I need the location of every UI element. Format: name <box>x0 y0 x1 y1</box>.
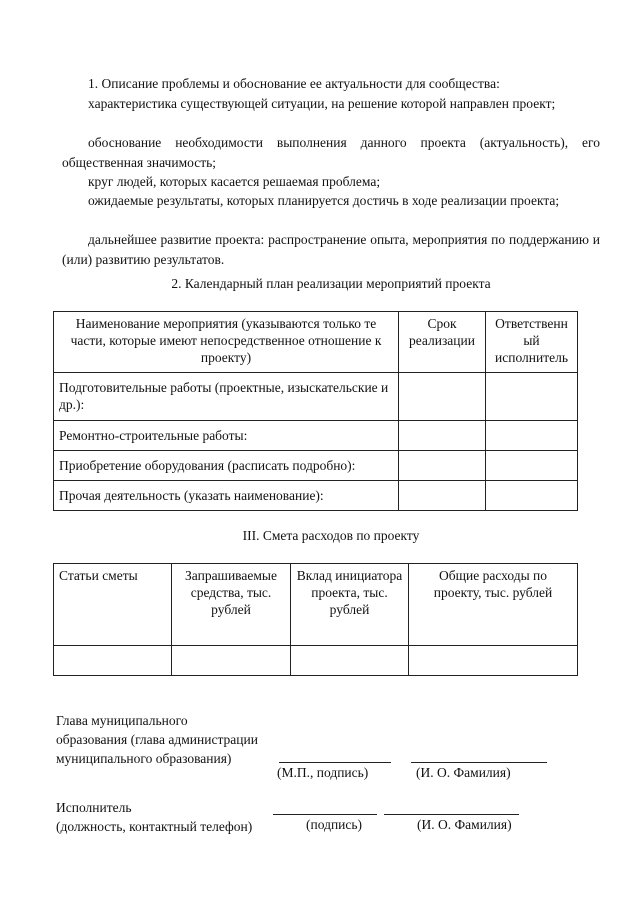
calendar-row <box>54 373 578 421</box>
budget-cell <box>54 646 172 676</box>
budget-empty-row <box>54 646 578 676</box>
calendar-cell <box>486 481 578 511</box>
calendar-cell <box>399 421 486 451</box>
calendar-cell <box>486 373 578 421</box>
section1-item-development: дальнейшее развитие проекта: распространение опыта, мероприятия по поддержанию и (или) развитию результатов. <box>62 232 600 267</box>
head-caption-name: (И. О. Фамилия) <box>416 765 511 780</box>
executor-signature-line <box>273 814 377 815</box>
head-signature-line <box>279 762 391 763</box>
executor-name-line <box>384 814 519 815</box>
calendar-row-label: Подготовительные работы (проектные, изыскательские и др.): <box>54 373 399 421</box>
calendar-header-row <box>54 312 578 373</box>
budget-header-items: Статьи сметы <box>54 564 172 646</box>
head-caption-sign: (М.П., подпись) <box>277 765 369 780</box>
section1-item-people: круг людей, которых касается решаемая проблема; <box>88 174 381 189</box>
calendar-row <box>54 451 578 481</box>
budget-header-total: Общие расходы по проекту, тыс. рублей <box>409 564 578 646</box>
budget-table <box>53 563 578 676</box>
calendar-row-label: Ремонтно-строительные работы: <box>54 421 399 451</box>
calendar-row <box>54 421 578 451</box>
head-label-line1: Главa муниципального <box>56 713 188 728</box>
calendar-cell <box>399 481 486 511</box>
calendar-cell <box>399 451 486 481</box>
head-label-line2: образования (главa администрации <box>56 732 258 747</box>
budget-header-row <box>54 564 578 646</box>
executor-caption-name: (И. О. Фамилия) <box>417 817 512 832</box>
calendar-header-responsible: Ответственн ый исполнитель <box>486 312 578 373</box>
executor-label-line1: Исполнитель <box>56 800 132 815</box>
budget-cell <box>291 646 409 676</box>
calendar-cell <box>486 421 578 451</box>
section1-item-results: ожидаемые результаты, которых планируется достичь в ходе реализации проекта; <box>88 193 560 208</box>
section1-item-relevance: обоснование необходимости выполнения данного проекта (актуальность), его общественная значимость; <box>62 135 600 170</box>
section1-item-situation: характеристика существующей ситуации, на решение которой направлен проект; <box>88 96 556 111</box>
budget-header-initiator: Вклад инициатора проекта, тыс. рублей <box>291 564 409 646</box>
budget-cell <box>172 646 291 676</box>
section3-title: III. Смета расходов по проекту <box>242 528 420 543</box>
calendar-row-label: Прочая деятельность (указать наименование): <box>54 481 399 511</box>
calendar-plan-table <box>53 311 578 511</box>
calendar-header-activity: Наименование мероприятия (указываются только те части, которые имеют непосредственное отношение к проекту) <box>54 312 399 373</box>
section1-title: 1. Описание проблемы и обоснование ее актуальности для сообщества: <box>88 76 500 91</box>
calendar-cell <box>399 373 486 421</box>
head-name-line <box>411 762 547 763</box>
calendar-header-deadline: Срок реализации <box>399 312 486 373</box>
calendar-row-label: Приобретение оборудования (расписать подробно): <box>54 451 399 481</box>
head-label-line3: муниципального образования) <box>56 751 232 766</box>
executor-caption-sign: (подпись) <box>306 817 363 832</box>
section2-title: 2. Календарный план реализации мероприятий проекта <box>171 276 491 291</box>
executor-label-line2: (должность, контактный телефон) <box>56 819 253 834</box>
budget-cell <box>409 646 578 676</box>
calendar-row <box>54 481 578 511</box>
budget-header-requested: Запрашиваемые средства, тыс. рублей <box>172 564 291 646</box>
calendar-cell <box>486 451 578 481</box>
